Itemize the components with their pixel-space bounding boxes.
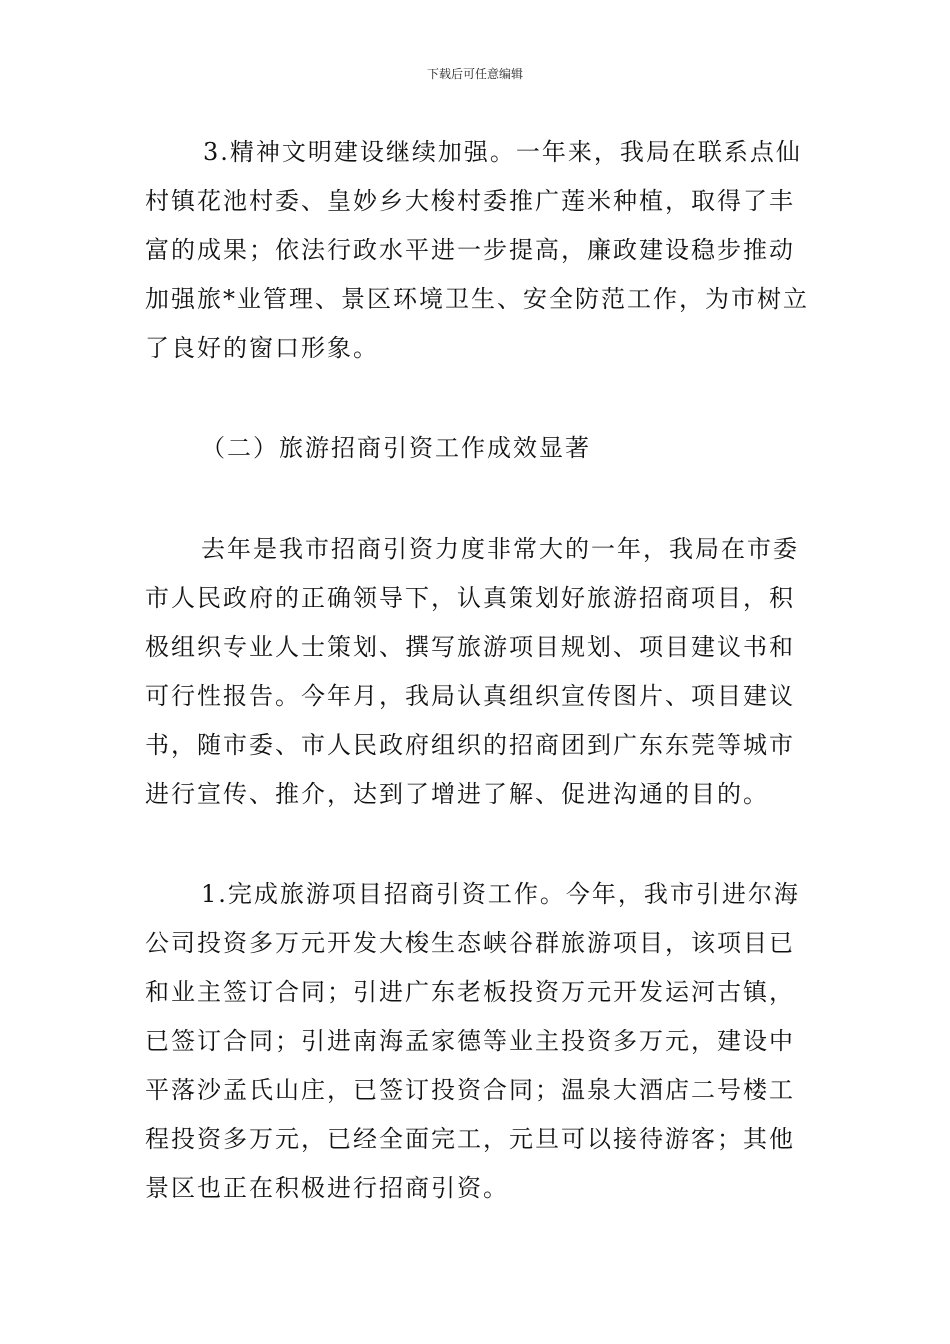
text-line: 极组织专业人士策划、撰写旅游项目规划、项目建议书和: [145, 633, 795, 661]
text-line: 富的成果；依法行政水平进一步提高，廉政建设稳步推动: [145, 236, 795, 264]
text-line: 加强旅*业管理、景区环境卫生、安全防范工作，为市树立: [145, 285, 809, 313]
text-line: 程投资多万元，已经全面完工，元旦可以接待游客；其他: [145, 1125, 795, 1153]
text-line: 和业主签订合同；引进广东老板投资万元开发运河古镇，: [145, 978, 795, 1006]
text-line: 书，随市委、市人民政府组织的招商团到广东东莞等城市: [145, 731, 795, 759]
section-heading: [145, 424, 810, 473]
text-line: 进行宣传、推介，达到了增进了解、促进沟通的目的。: [145, 780, 769, 808]
text-line: 公司投资多万元开发大梭生态峡谷群旅游项目，该项目已: [145, 929, 795, 957]
text-line: 3.精神文明建设继续加强。一年来，我局在联系点仙: [203, 138, 802, 166]
text-line: 景区也正在积极进行招商引资。: [145, 1174, 509, 1202]
heading-text: （二）旅游招商引资工作成效显著: [201, 434, 591, 462]
paragraph-investment-overview: [145, 525, 810, 819]
paragraph-project-investment: [145, 870, 810, 1213]
text-line: 市人民政府的正确领导下，认真策划好旅游招商项目，积: [145, 584, 795, 612]
text-line: 去年是我市招商引资力度非常大的一年，我局在市委: [201, 535, 799, 563]
text-line: 可行性报告。今年月，我局认真组织宣传图片、项目建议: [145, 682, 795, 710]
header-note: 下载后可任意编辑: [426, 67, 523, 81]
text-line: 已签订合同；引进南海孟家德等业主投资多万元，建设中: [145, 1027, 795, 1055]
paragraph-spiritual-civilization: [145, 128, 810, 373]
text-line: 1.完成旅游项目招商引资工作。今年，我市引进尔海: [201, 880, 800, 908]
text-line: 了良好的窗口形象。: [145, 334, 379, 362]
text-line: 村镇花池村委、皇妙乡大梭村委推广莲米种植，取得了丰: [145, 187, 795, 215]
text-line: 平落沙孟氏山庄，已签订投资合同；温泉大酒店二号楼工: [145, 1076, 795, 1104]
